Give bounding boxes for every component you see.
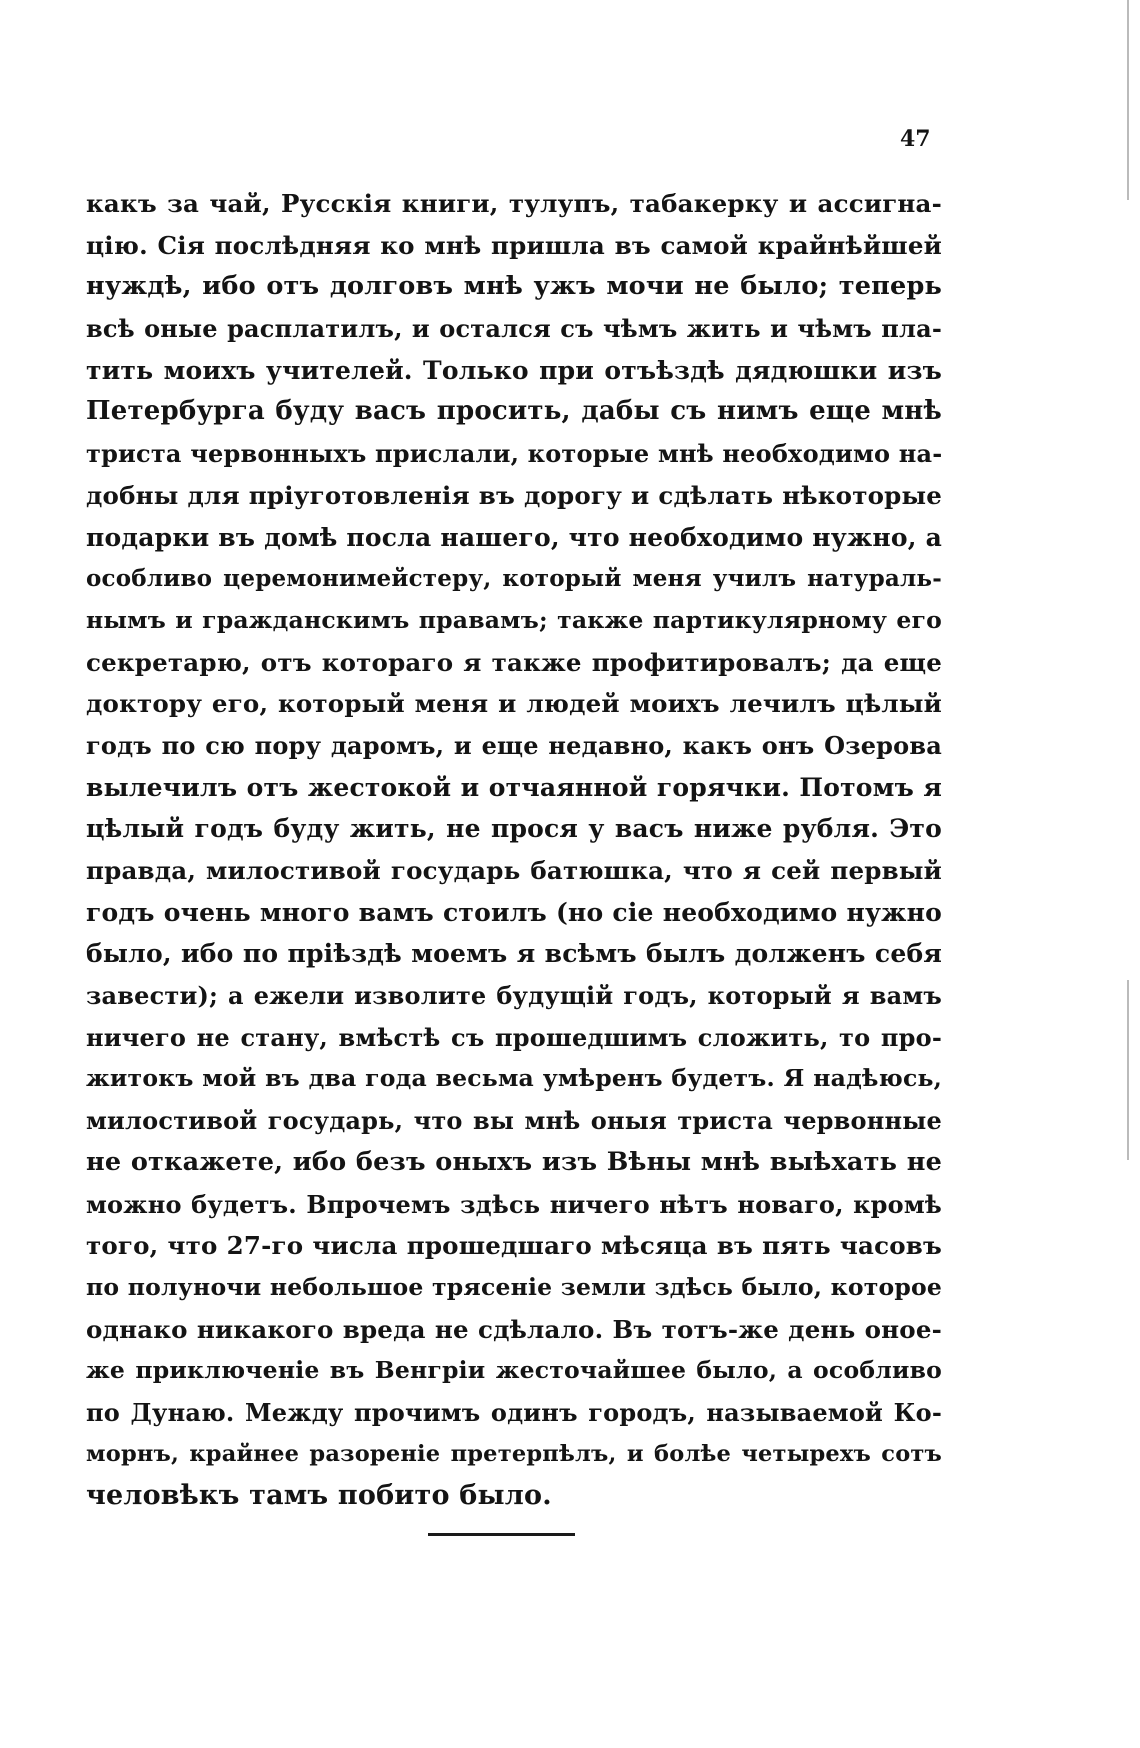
text-line: подарки въ домѣ посла нашего, что необходимо нужно, а — [86, 522, 942, 552]
text-line: нымъ и гражданскимъ правамъ; также партикулярному его — [86, 605, 942, 634]
text-line: по Дунаю. Между прочимъ одинъ городъ, называемой Ко- — [86, 1397, 942, 1427]
page-edge-mark — [1127, 0, 1129, 200]
text-line: завести); а ежели изволите будущій годъ, который я вамъ — [86, 981, 942, 1011]
text-line: же приключеніе въ Венгріи жесточайшее было, а особливо — [86, 1356, 942, 1385]
text-line: морнъ, крайнее разореніе претерпѣлъ, и болѣе четырехъ сотъ — [86, 1440, 942, 1467]
page-edge-mark — [1127, 980, 1129, 1160]
text-line: особливо церемонимейстеру, который меня училъ натураль- — [86, 565, 942, 593]
text-line: добны для пріуготовленія въ дорогу и сдѣлать нѣкоторые — [86, 480, 942, 510]
text-line: какъ за чай, Русскія книги, тулупъ, табакерку и ассигна- — [86, 189, 942, 218]
text-line: того, что 27-го числа прошедшаго мѣсяца въ пять часовъ — [86, 1231, 942, 1261]
text-line: тить моихъ учителей. Только при отъѣздѣ дядюшки изъ — [86, 355, 942, 385]
text-line: Петербурга буду васъ просить, дабы съ нимъ еще мнѣ — [86, 396, 942, 427]
text-line: по полуночи небольшое трясеніе земли здѣсь было, которое — [86, 1272, 942, 1301]
text-line: доктору его, который меня и людей моихъ лечилъ цѣлый — [86, 689, 942, 719]
body-text — [86, 183, 942, 1517]
text-line: секретарю, отъ котораго я также профитировалъ; да еще — [86, 647, 942, 677]
text-line: нуждѣ, ибо отъ долговъ мнѣ ужъ мочи не было; теперь — [86, 271, 942, 302]
text-line: милостивой государь, что вы мнѣ оныя триста червонные — [86, 1106, 942, 1136]
text-line: триста червонныхъ прислали, которые мнѣ необходимо на- — [86, 439, 943, 469]
text-line: цѣлый годъ буду жить, не прося у васъ ниже рубля. Это — [86, 814, 942, 844]
text-line: не откажете, ибо безъ оныхъ изъ Вѣны мнѣ выѣхать не — [86, 1146, 942, 1177]
text-line: ничего не стану, вмѣстѣ съ прошедшимъ сложить, то про- — [86, 1022, 942, 1052]
text-line: цію. Сія послѣдняя ко мнѣ пришла въ самой крайнѣйшей — [86, 230, 942, 260]
text-line: всѣ оные расплатилъ, и остался съ чѣмъ жить и чѣмъ пла- — [86, 314, 942, 344]
text-line: было, ибо по пріѣздѣ моемъ я всѣмъ былъ долженъ себя — [86, 939, 942, 969]
page-number: 47 — [900, 126, 931, 152]
text-line: вылечилъ отъ жестокой и отчаянной горячки. Потомъ я — [86, 772, 942, 802]
text-line: можно будетъ. Впрочемъ здѣсь ничего нѣтъ новаго, кромѣ — [86, 1189, 942, 1219]
text-line: годъ по сю пору даромъ, и еще недавно, какъ онъ Озерова — [86, 730, 942, 760]
text-line: правда, милостивой государь батюшка, что я сей первый — [86, 856, 942, 885]
text-line: человѣкъ тамъ побито было. — [86, 1480, 552, 1512]
text-line: житокъ мой въ два года весьма умѣренъ будетъ. Я надѣюсь, — [86, 1064, 942, 1093]
text-line: однако никакого вреда не сдѣлало. Въ тотъ-же день оное- — [86, 1314, 942, 1344]
text-line: годъ очень много вамъ стоилъ (но сіе необходимо нужно — [86, 897, 942, 927]
end-rule — [428, 1533, 575, 1536]
